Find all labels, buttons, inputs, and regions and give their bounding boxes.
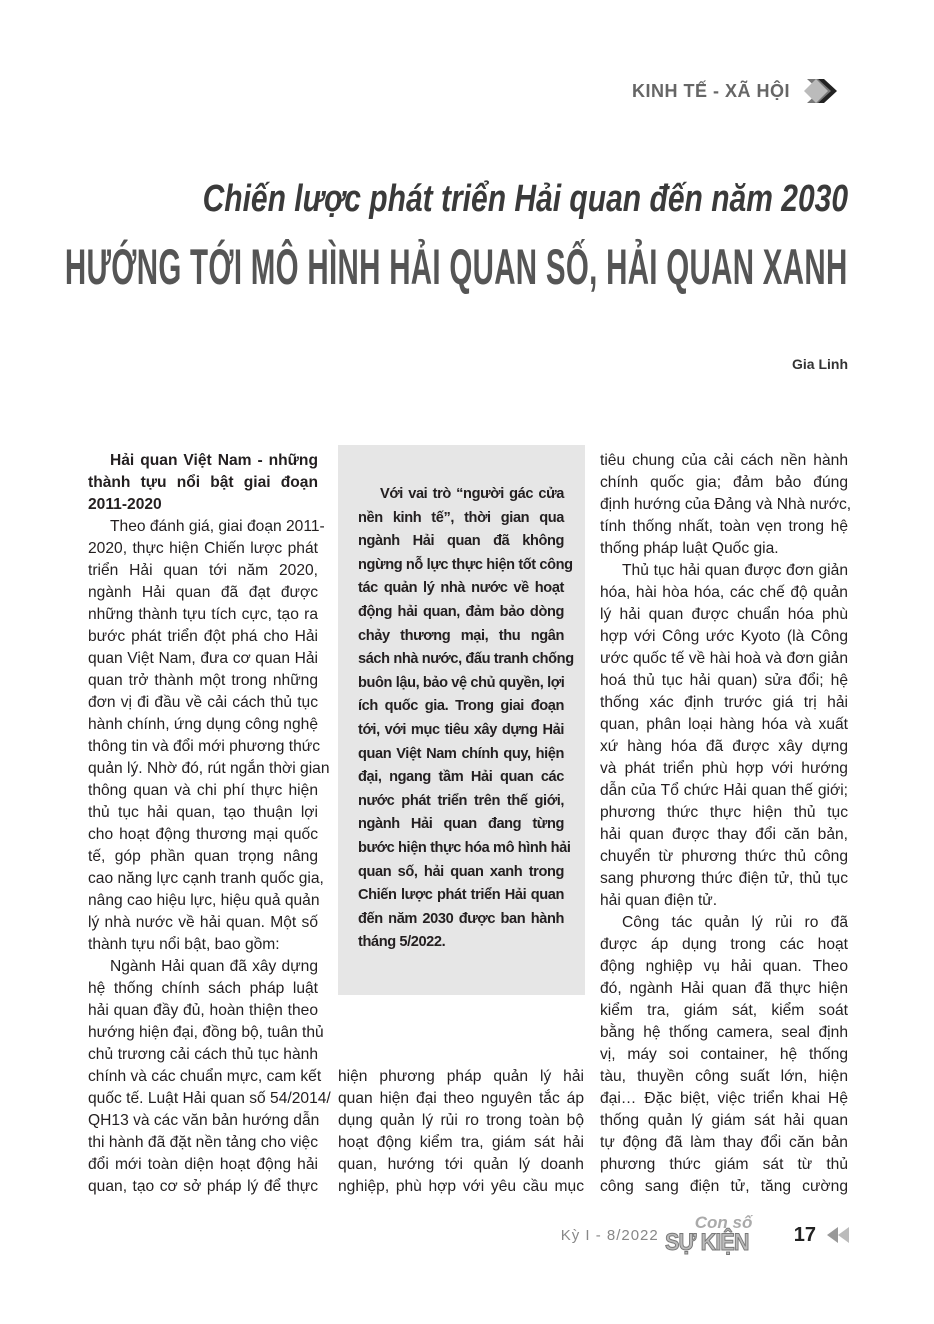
paragraph-line: tiêu chung của cải cách nền hành <box>600 452 848 469</box>
paragraph-line: nền kinh tế”, thời gian qua <box>358 509 564 526</box>
paragraph-line: dẫn của Tổ chức Hải quan thế giới; <box>600 782 848 799</box>
paragraph-line: lý hải quan được chuẩn hóa phù <box>600 606 848 623</box>
paragraph-line: phương thức giám sát từ thủ <box>600 1156 848 1173</box>
paragraph-line: thông quan và chi phí thực hiện <box>88 782 318 799</box>
paragraph-line: hướng hiện đại, đồng bộ, tuân thủ <box>88 1024 324 1041</box>
paragraph-line: những thành tựu tích cực, tạo ra <box>88 606 318 623</box>
paragraph-line: cho hoạt động thương mại quốc <box>88 826 318 843</box>
paragraph-line: ích quốc gia. Trong giai đoạn <box>358 698 564 715</box>
paragraph-line: hoạt động kiểm tra, giám sát hải <box>338 1134 584 1151</box>
paragraph-line: đại… Đặc biệt, việc triển khai Hệ <box>600 1090 848 1107</box>
column-right <box>600 450 852 1198</box>
paragraph-line: hành chính, ứng dụng công nghệ <box>88 716 318 733</box>
paragraph-line: quan, phân loại hàng hóa và xuất <box>600 716 848 733</box>
paragraph-line: buôn lậu, bảo vệ chủ quyền, lợi <box>358 674 565 691</box>
paragraph-line: định hướng của Đảng và Nhà nước, <box>600 496 852 513</box>
logo-top-text: Con số <box>694 1213 753 1232</box>
paragraph-line: Chiến lược phát triển Hải quan <box>358 887 564 904</box>
paragraph-line: đơn vị đi đầu về cải cách thủ tục <box>88 694 318 711</box>
paragraph-line: thống pháp luật Quốc gia. <box>600 540 779 557</box>
column-left <box>88 450 331 1198</box>
paragraph-line: quan, tạo cơ sở pháp lý để thực <box>88 1178 318 1195</box>
paragraph-line: bước hiện thực hóa mô hình hải <box>358 839 571 856</box>
paragraph-line: động nghiệp vụ hải quan. Theo <box>600 958 848 975</box>
paragraph-line: chủ trương cải cách thủ tục hành <box>88 1046 318 1063</box>
issue-label: Kỳ I - 8/2022 <box>560 1226 659 1244</box>
paragraph-line: quan Việt Nam chính quy, hiện <box>358 745 564 762</box>
paragraph-line: đại, ngang tầm Hải quan các <box>358 769 564 786</box>
paragraph-line: phương thức thực hiện thủ tục <box>600 804 848 821</box>
paragraph-line: sang phương thức điện tử, thủ tục <box>600 870 848 887</box>
paragraph-line: hóa, hài hòa hóa, các chế độ quản <box>600 584 848 601</box>
paragraph-line: chảy thương mại, thu ngân <box>358 627 564 644</box>
paragraph-line: quan số, hải quan xanh trong <box>358 863 564 880</box>
paragraph-line: công sang điện tử, tăng cường <box>600 1178 848 1195</box>
paragraph-line: thủ tục hải quan, tạo thuận lợi <box>88 804 318 821</box>
paragraph-line: được áp dụng trong các hoạt <box>600 936 848 953</box>
paragraph-line: quan, hướng tới quản lý doanh <box>338 1156 584 1173</box>
paragraph-line: QH13 và các văn bản hướng dẫn <box>88 1112 320 1129</box>
paragraph-line: tàu, thuyền công suất lớn, hiện <box>600 1068 848 1085</box>
paragraph-line: hải quan đầy đủ, hoàn thiện theo <box>88 1002 318 1019</box>
paragraph-line: ngành Hải quan đang từng <box>358 816 564 833</box>
column-middle <box>338 1066 584 1198</box>
callout-text <box>358 483 574 955</box>
paragraph-line: tế, góp phần quan trọng nâng <box>88 848 318 865</box>
paragraph-line: 2020, thực hiện Chiến lược phát <box>88 540 318 557</box>
author-byline: Gia Linh <box>792 356 848 372</box>
section-heading-line: thành tựu nổi bật giai đoạn <box>88 474 318 491</box>
magazine-logo <box>664 1213 780 1256</box>
paragraph-line: hệ thống chính sách pháp luật <box>88 980 318 997</box>
paragraph-line: nâng cao hiệu lực, hiệu quả quản <box>88 892 320 909</box>
paragraph-line: tháng 5/2022. <box>358 934 446 951</box>
paragraph-line: quan trở thành một trong những <box>88 672 318 689</box>
paragraph-line: tự động đã làm thay đổi căn bản <box>600 1134 848 1151</box>
paragraph-line: và phát triển phù hợp với hướng <box>600 760 848 777</box>
page-footer <box>520 1215 850 1255</box>
section-header <box>600 76 850 106</box>
paragraph-line: chuyển từ phương thức thủ công <box>600 848 848 865</box>
paragraph-line: nghiệp, phù hợp với yêu cầu mục <box>338 1178 584 1195</box>
paragraph-line: hiện phương pháp quản lý hải <box>338 1068 584 1085</box>
paragraph-line: đó, ngành Hải quan đã thực hiện <box>600 980 848 997</box>
section-heading-line: Hải quan Việt Nam - những <box>110 452 318 469</box>
paragraph-line: cao năng lực cạnh tranh quốc gia, <box>88 870 324 887</box>
page-number: 17 <box>793 1223 816 1246</box>
callout-box <box>338 445 585 995</box>
paragraph-line: Công tác quản lý rủi ro đã <box>622 914 848 931</box>
paragraph-line: động hải quan, đảm bảo dòng <box>358 603 564 620</box>
paragraph-line: ngành Hải quan đã đạt được <box>88 584 318 601</box>
paragraph-line: triển Hải quan tới năm 2020, <box>88 562 318 579</box>
paragraph-line: quốc tế. Luật Hải quan số 54/2014/ <box>88 1090 331 1107</box>
logo-bottom-text: SỰ KIỆN <box>664 1229 749 1256</box>
paragraph-line: kiểm tra, giám sát, kiểm soát <box>600 1002 848 1019</box>
paragraph-line: hải quan điện tử. <box>600 892 718 909</box>
diamond-arrows-icon <box>802 78 850 104</box>
paragraph-line: thông tin và đổi mới phương thức <box>88 738 321 755</box>
paragraph-line: sách nhà nước, đấu tranh chống <box>358 651 574 668</box>
paragraph-line: đến năm 2030 được ban hành <box>358 910 564 927</box>
paragraph-line: bước phát triển đột phá cho Hải <box>88 628 318 645</box>
paragraph-line: ngành Hải quan đã không <box>358 533 564 550</box>
paragraph-line: quan hiện đại theo nguyên tắc áp <box>338 1090 584 1107</box>
paragraph-line: chính và các chuẩn mực, cam kết <box>88 1068 322 1085</box>
paragraph-line: vị, máy soi container, hệ thống <box>600 1046 848 1063</box>
paragraph-line: thống xác định trước giá trị hải <box>600 694 848 711</box>
section-label: KINH TẾ - XÃ HỘI <box>631 80 790 101</box>
paragraph-line: hợp với Công ước Kyoto (là Công <box>600 628 848 645</box>
paragraph-line: thi hành đã đặt nền tảng cho việc <box>88 1134 318 1151</box>
paragraph-line: tới, với mục tiêu xây dựng Hải <box>358 721 564 738</box>
paragraph-line: ngừng nỗ lực thực hiện tốt công <box>358 556 573 573</box>
paragraph-line: xứ hàng hóa đã được xây dựng <box>600 738 848 755</box>
paragraph-line: tính thống nhất, toàn vẹn trong hệ <box>600 518 848 535</box>
paragraph-line: lý nhà nước về hải quan. Một số <box>88 914 318 931</box>
paragraph-line: Thủ tục hải quan được đơn giản <box>622 562 848 579</box>
paragraph-line: quan Việt Nam, đưa cơ quan Hải <box>88 650 318 667</box>
paragraph-line: Ngành Hải quan đã xây dựng <box>110 958 318 975</box>
paragraph-line: đổi mới toàn diện hoạt động hải <box>88 1156 318 1173</box>
paragraph-line: Theo đánh giá, giai đoạn 2011- <box>110 518 325 535</box>
paragraph-line: hải quan được thay đổi căn bản, <box>600 826 848 843</box>
paragraph-line: nước phát triển trên thế giới, <box>358 792 564 809</box>
article-subtitle: HƯỚNG TỚI MÔ HÌNH HẢI QUAN SỐ, HẢI QUAN XANH <box>65 239 848 295</box>
double-left-arrow-icon <box>826 1226 850 1244</box>
paragraph-line: hoá thủ tục hải quan) sửa đổi; hệ <box>600 672 848 689</box>
paragraph-line: dụng quản lý rủi ro trong toàn bộ <box>338 1112 584 1129</box>
paragraph-line: bằng hệ thống camera, seal định <box>600 1024 848 1041</box>
paragraph-line: ước quốc tế về hài hoà và đơn giản <box>600 650 848 667</box>
paragraph-line: chính quốc gia; đảm bảo đúng <box>600 474 848 491</box>
paragraph-line: Với vai trò “người gác cửa <box>380 486 564 502</box>
paragraph-line: tác quản lý nhà nước về hoạt <box>358 580 564 597</box>
section-heading-line: 2011-2020 <box>88 496 162 513</box>
paragraph-line: thống quản lý giám sát hải quan <box>600 1112 848 1129</box>
paragraph-line: quản lý. Nhờ đó, rút ngắn thời gian <box>88 760 330 777</box>
paragraph-line: thành tựu nổi bật, bao gồm: <box>88 936 280 953</box>
article-title: Chiến lược phát triển Hải quan đến năm 2030 <box>202 178 848 220</box>
